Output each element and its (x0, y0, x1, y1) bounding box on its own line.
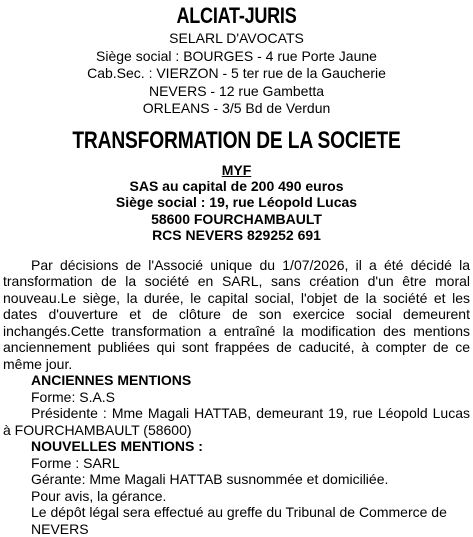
notice-title: TRANSFORMATION DE LA SOCIETE (72, 126, 401, 154)
firm-head-office: Siège social : BOURGES - 4 rue Porte Jaune (96, 47, 377, 64)
company-registration: RCS NEVERS 829252 691 (152, 227, 321, 243)
firm-secondary-office: Cab.Sec. : VIERZON - 5 ter rue de la Gaucherie (87, 65, 386, 81)
decision-paragraph: Par décisions de l'Associé unique du 1/07/2026, il a été décidé la transformation de la société en SARL, sans création d'un être moral nouveau.Le siège, la durée, le capital social, l'objet de la société et les dates d'ouverture et de clôture de son exercice social demeurent inchangés.Cette transformation a entraîné la modification des mentions anciennement publiées qui sont frappées de caducité, à compter de ce même jour. (3, 256, 470, 372)
legal-filing-line: Le dépôt légal sera effectué au greffe du Tribunal de Commerce de NEVERS (31, 504, 447, 537)
new-mentions-heading: NOUVELLES MENTIONS : (31, 438, 203, 454)
new-form: Forme : SARL (31, 454, 120, 471)
old-mentions-heading: ANCIENNES MENTIONS (31, 372, 192, 388)
company-capital: SAS au capital de 200 490 euros (129, 177, 344, 194)
company-head-office: Siège social : 19, rue Léopold Lucas (115, 194, 358, 210)
firm-name: ALCIAT-JURIS (176, 3, 297, 28)
firm-office-nevers: NEVERS - 12 rue Gambetta (148, 82, 325, 99)
firm-type: SELARL D'AVOCATS (169, 30, 304, 46)
company-name: MYF (221, 161, 252, 178)
firm-office-orleans: ORLEANS - 3/5 Bd de Verdun (142, 100, 331, 116)
old-form: Forme: S.A.S (31, 388, 116, 405)
new-manager: Gérante: Mme Magali HATTAB susnommée et domiciliée. (31, 471, 389, 487)
old-president: Présidente : Mme Magali HATTAB, demeurant 19, rue Léopold Lucas à FOURCHAMBAULT (58600) (3, 405, 470, 438)
signature-line: Pour avis, la gérance. (31, 487, 167, 504)
company-postal-city: 58600 FOURCHAMBAULT (151, 210, 322, 227)
